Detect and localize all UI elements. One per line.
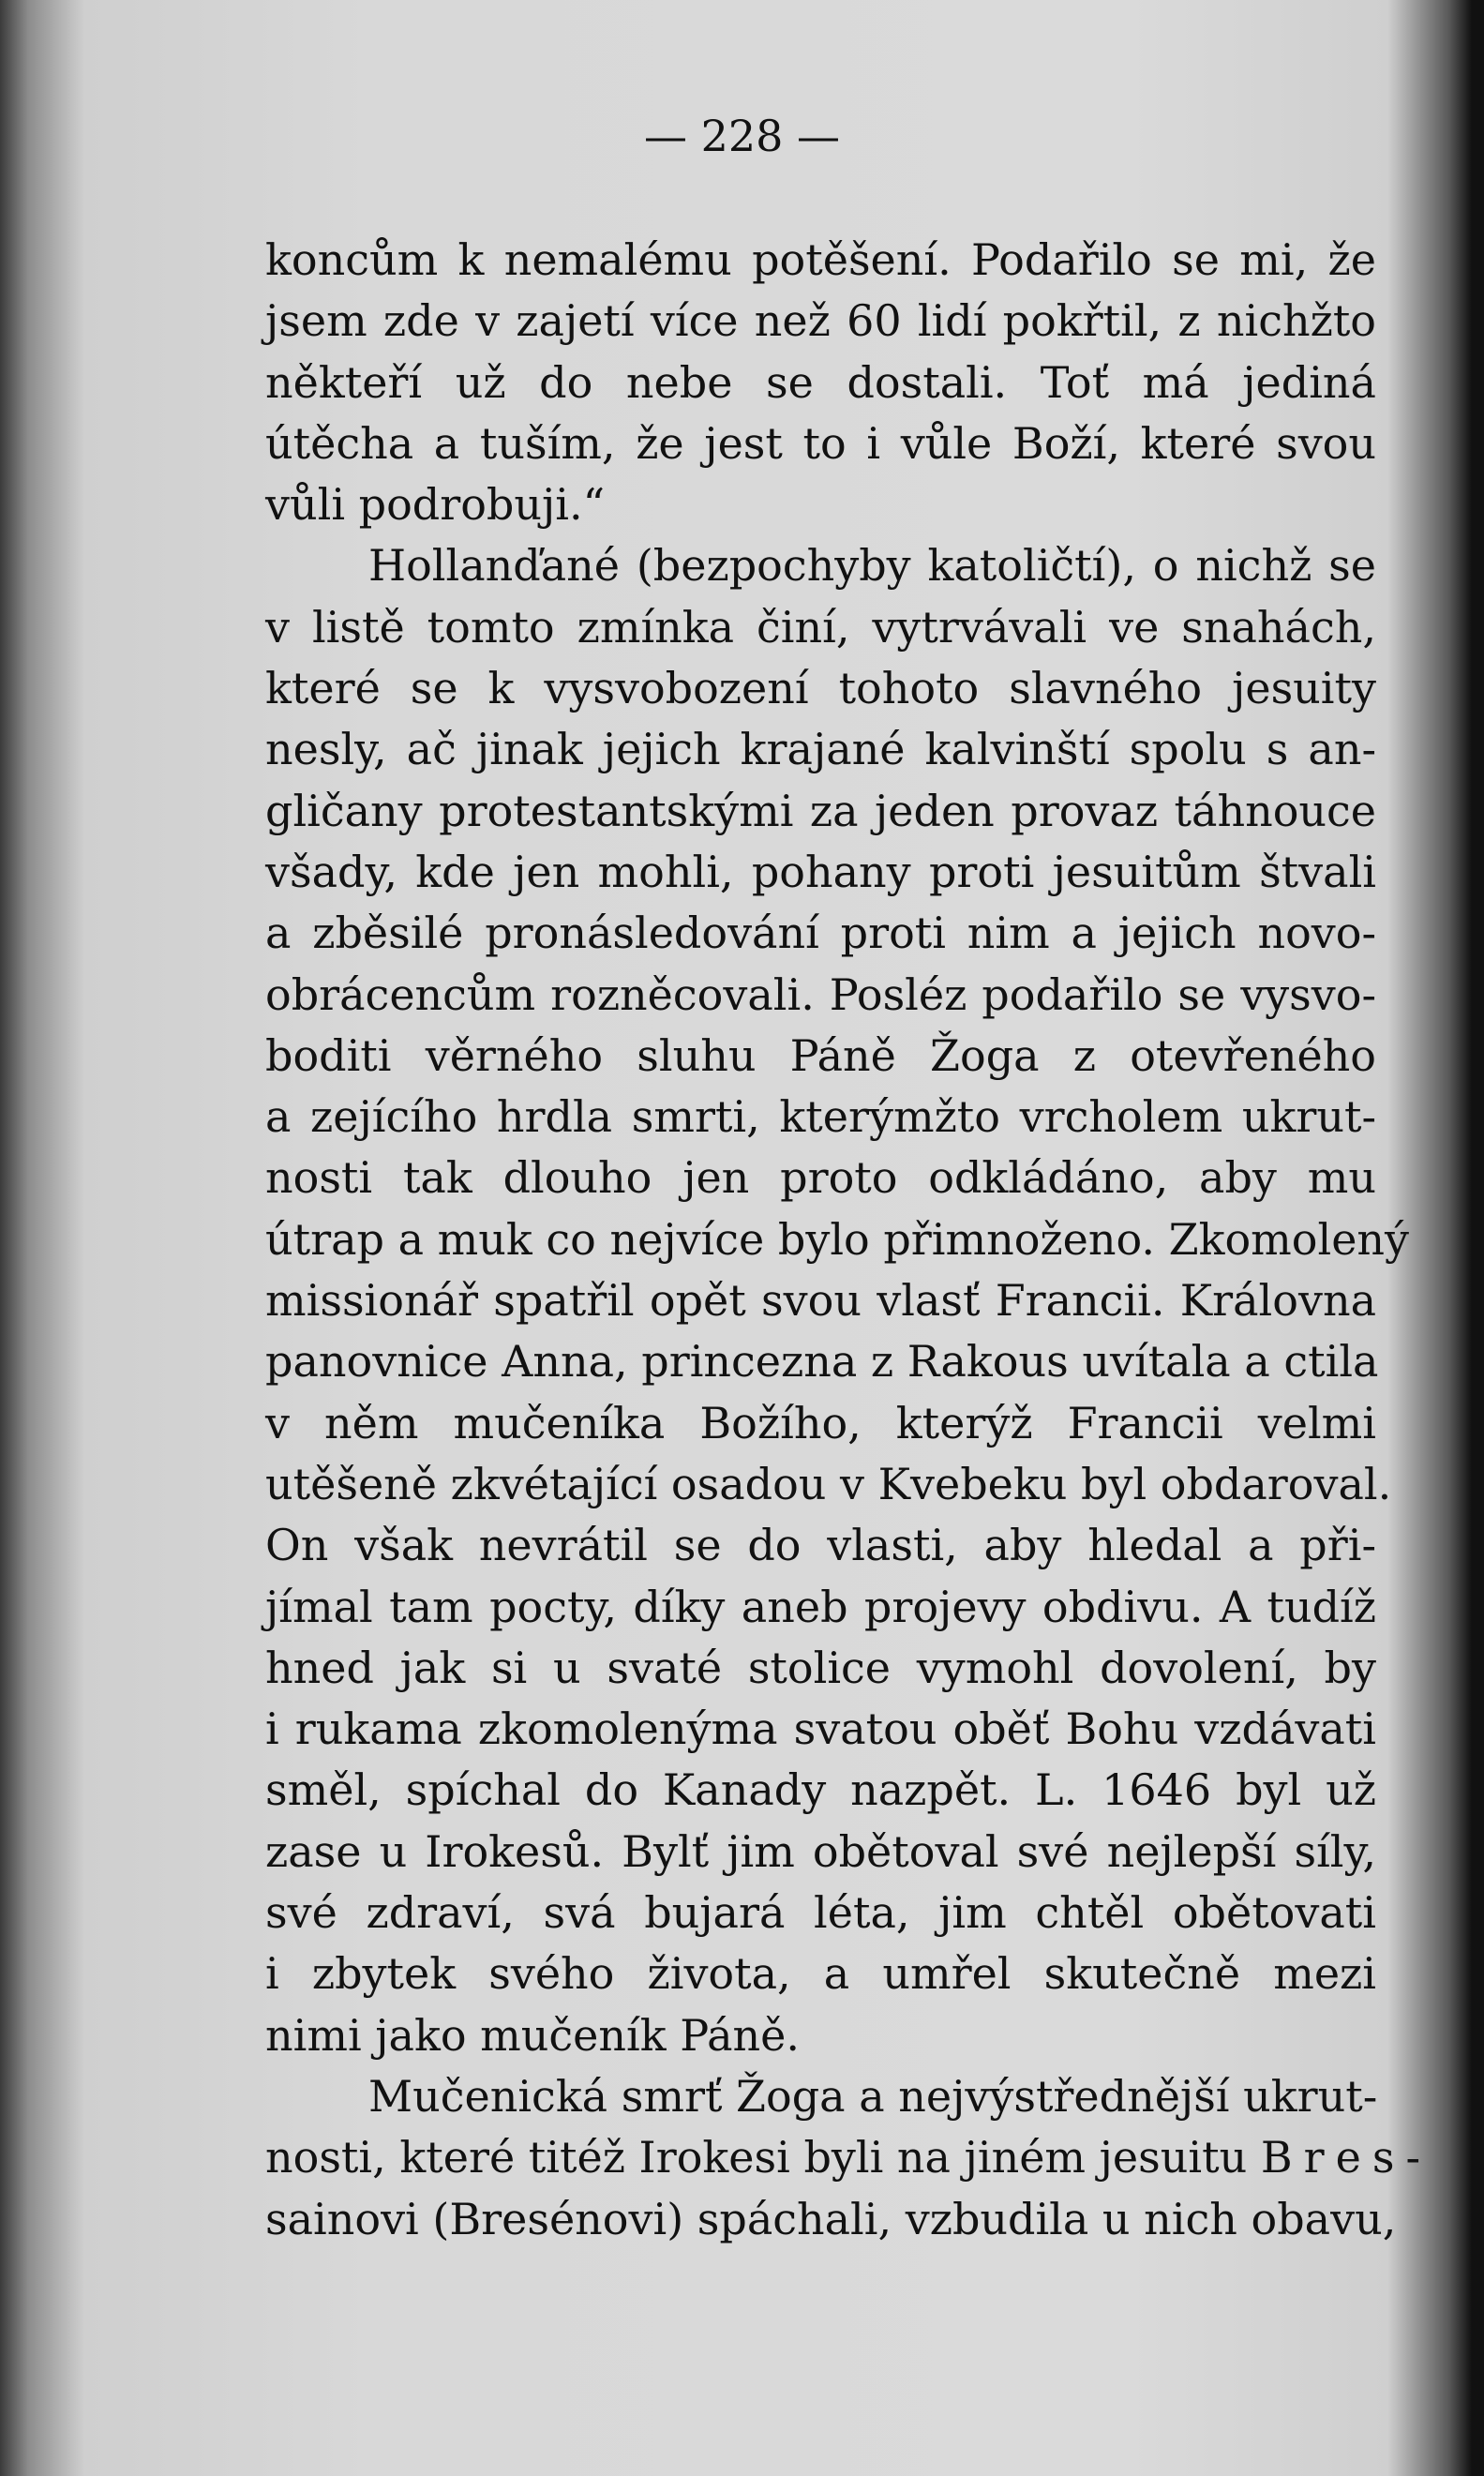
text-line: směl, spíchal do Kanady nazpět. L. 1646 byl už: [265, 1764, 1376, 1816]
text-line: útrap a muk co nejvíce bylo přimnoženo. Zkomolený: [265, 1213, 1410, 1265]
text-line: boditi věrného sluhu Páně Žoga z otevřeného: [265, 1029, 1376, 1081]
text-line: nosti tak dlouho jen proto odkládáno, aby mu: [265, 1152, 1376, 1204]
text-line: a zběsilé pronásledování proti nim a jejich novo-: [265, 908, 1376, 959]
text-line: zase u Irokesů. Bylť jim obětoval své nejlepší síly,: [265, 1825, 1376, 1877]
text-line: hned jak si u svaté stolice vymohl dovolení, by: [265, 1642, 1376, 1693]
text-line: a zejícího hrdla smrti, kterýmžto vrcholem ukrut-: [265, 1091, 1376, 1143]
text-line: On však nevrátil se do vlasti, aby hledal a při-: [265, 1520, 1376, 1571]
text-line: obrácencům rozněcovali. Posléz podařilo se vysvo-: [265, 968, 1376, 1020]
spaced-name: Bres-: [1260, 2132, 1432, 2183]
text-line: Mučenická smrť Žoga a nejvýstřednější ukrut-: [368, 2070, 1378, 2122]
text-line: v něm mučeníka Božího, kterýž Francii velmi: [265, 1397, 1376, 1448]
text-line: i zbytek svého života, a umřel skutečně mezi: [265, 1948, 1376, 2000]
text-line: koncům k nemalému potěšení. Podařilo se mi, že: [265, 234, 1376, 285]
text-line: panovnice Anna, princezna z Rakous uvítala a ctila: [265, 1336, 1379, 1388]
text-line: které se k vysvobození tohoto slavného jesuity: [265, 663, 1376, 714]
text-line: jsem zde v zajetí více než 60 lidí pokřtil, z nichžto: [265, 295, 1376, 347]
text-line: své zdraví, svá bujará léta, jim chtěl obětovati: [265, 1887, 1376, 1939]
text-line: někteří už do nebe se dostali. Toť má jediná: [265, 356, 1376, 408]
text-line: vůli podrobuji.“: [265, 479, 606, 531]
text-line: missionář spatřil opět svou vlasť Francii. Královna: [265, 1275, 1376, 1327]
body-text: [265, 230, 1432, 2250]
text-line: i rukama zkomolenýma svatou oběť Bohu vzdávati: [265, 1703, 1376, 1755]
text-line-main: nosti, které titéž Irokesi byli na jiném jesuitu: [265, 2132, 1248, 2183]
text-line: [265, 2127, 1432, 2188]
text-line: sainovi (Bresénovi) spáchali, vzbudila u nich obavu,: [265, 2193, 1397, 2244]
text-line: utěšeně zkvétající osadou v Kvebeku byl obdaroval.: [265, 1458, 1392, 1509]
text-line: nesly, ač jinak jejich krajané kalvinští spolu s an-: [265, 724, 1376, 775]
text-line: nimi jako mučeník Páně.: [265, 2009, 801, 2061]
text-line: všady, kde jen mohli, pohany proti jesuitům štvali: [265, 846, 1376, 897]
page-number: — 228 —: [643, 111, 841, 161]
text-line: v listě tomto zmínka činí, vytrvávali ve snahách,: [265, 601, 1376, 653]
text-line: jímal tam pocty, díky aneb projevy obdivu. A tudíž: [265, 1581, 1376, 1632]
text-line: útěcha a tuším, že jest to i vůle Boží, které svou: [265, 417, 1376, 469]
text-line: Hollanďané (bezpochyby katoličtí), o nichž se: [368, 540, 1376, 592]
text-line: gličany protestantskými za jeden provaz táhnouce: [265, 785, 1376, 836]
